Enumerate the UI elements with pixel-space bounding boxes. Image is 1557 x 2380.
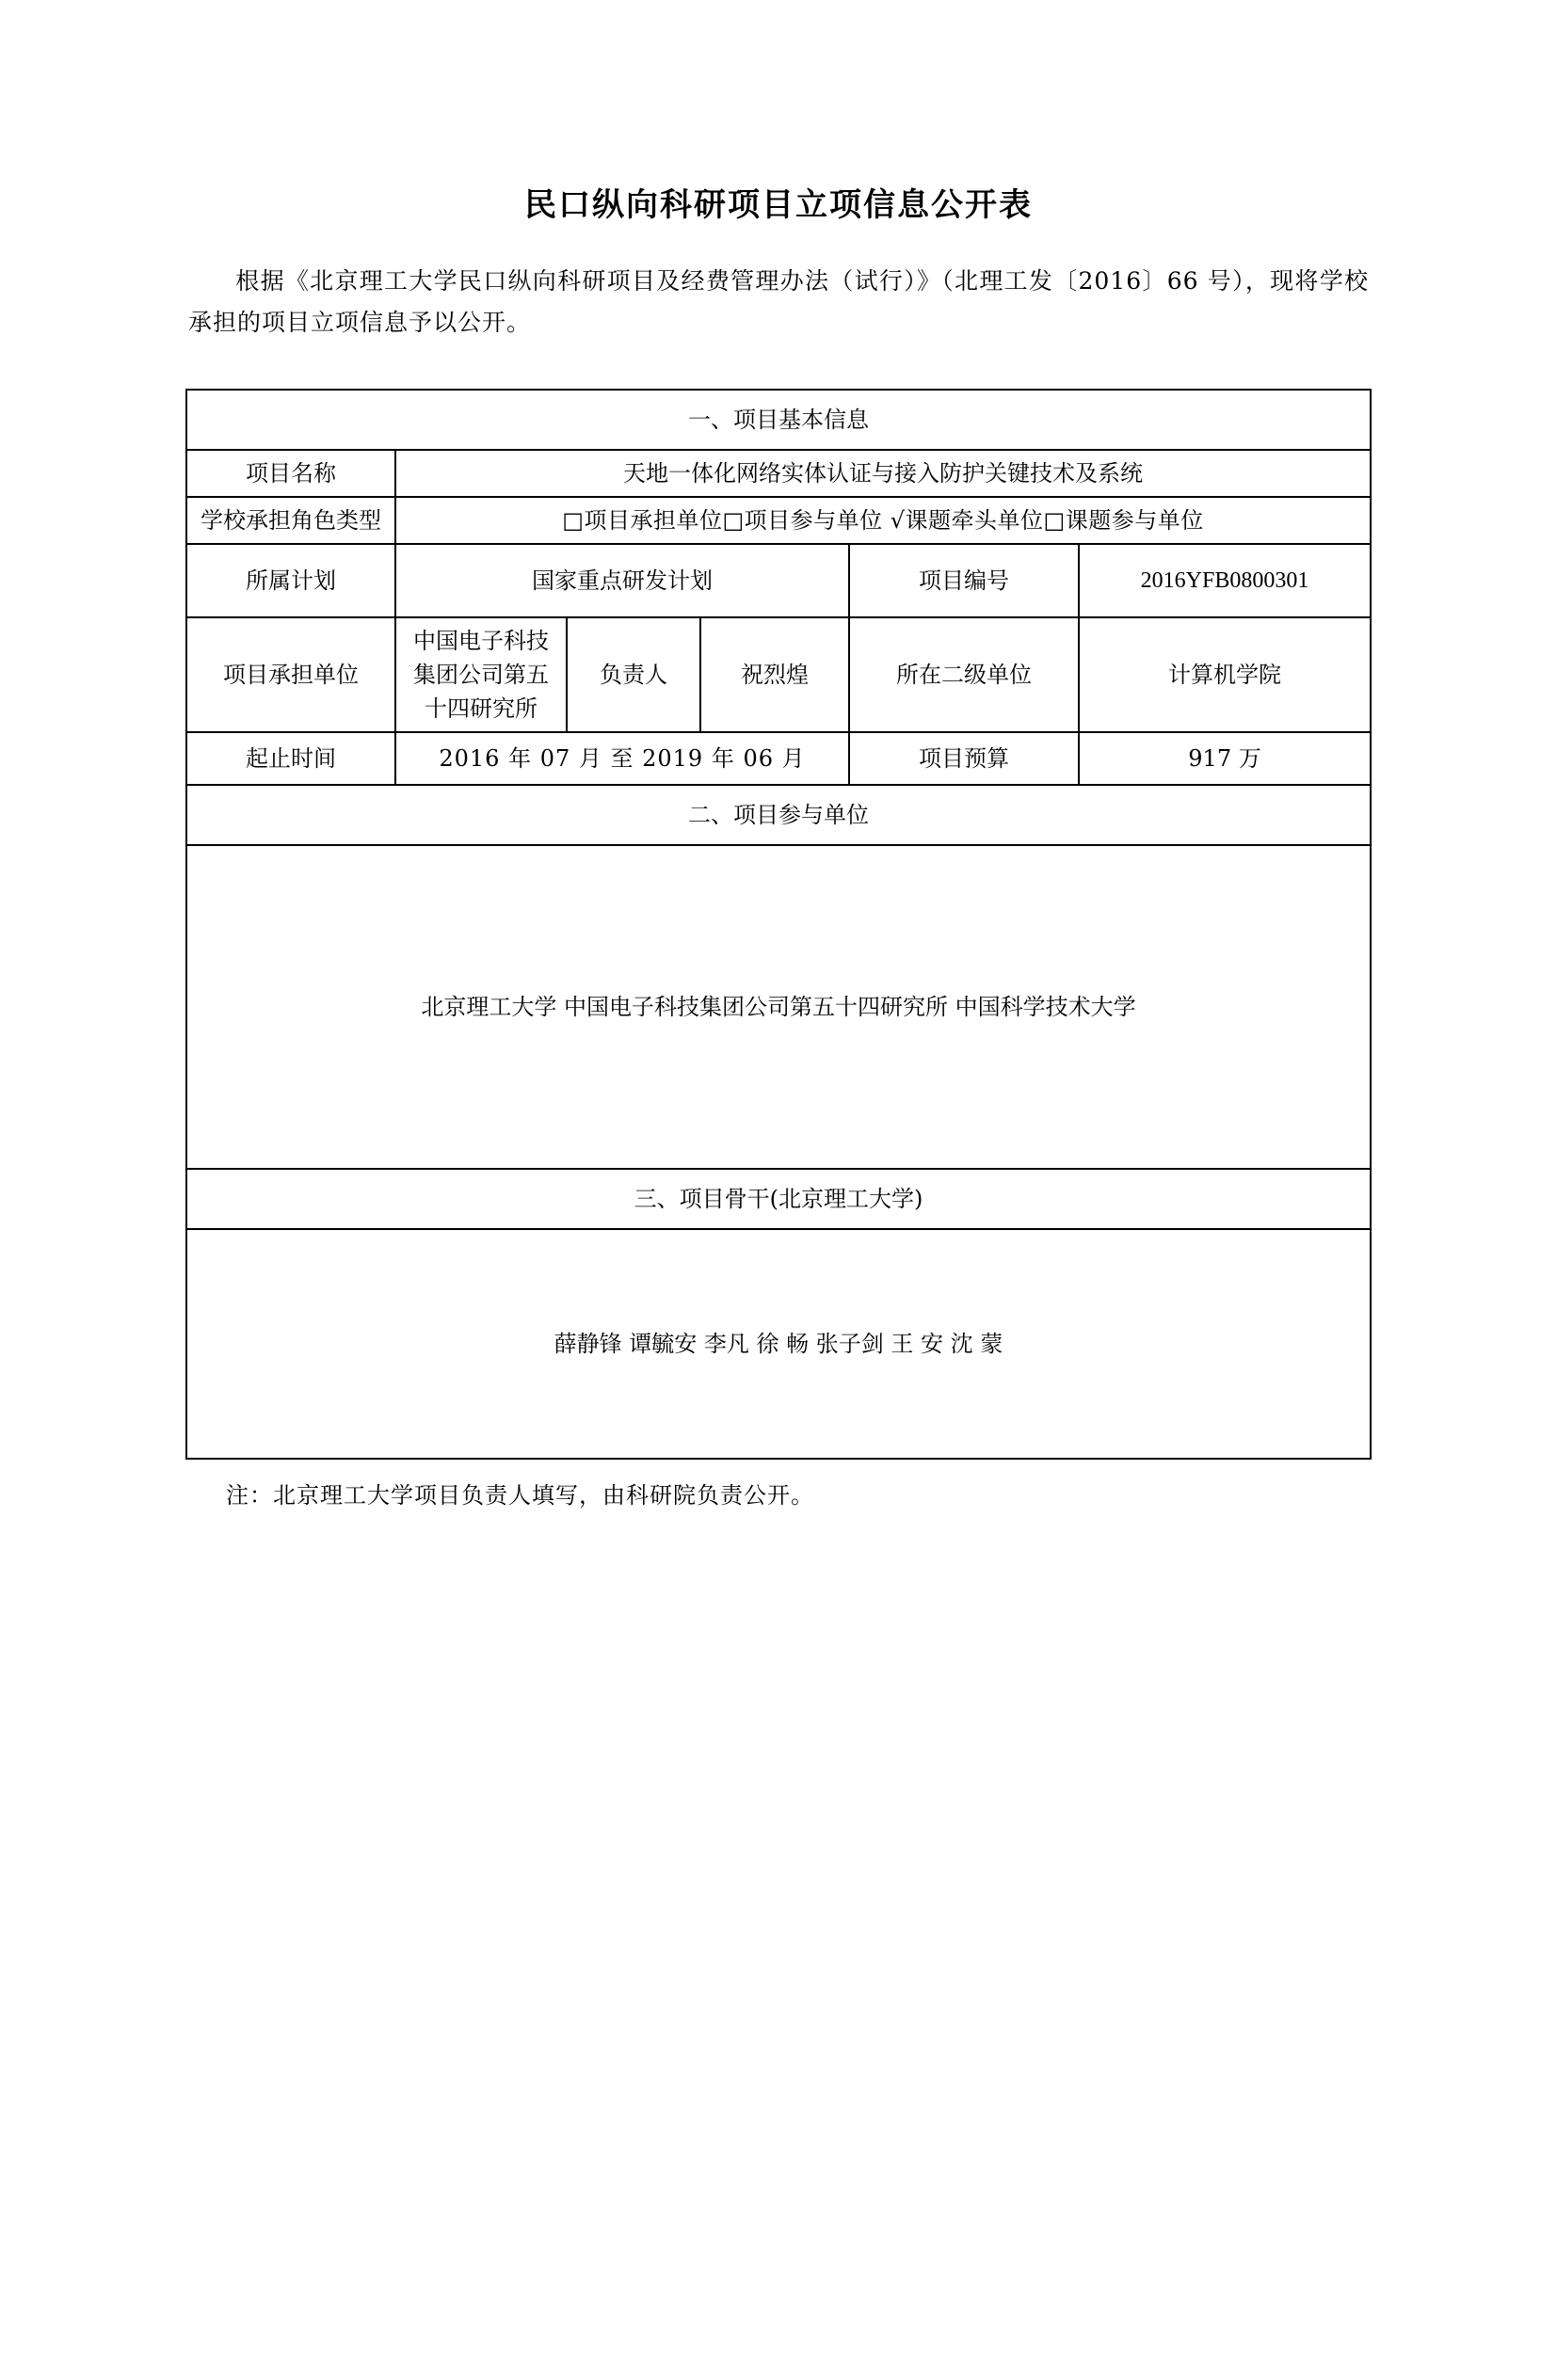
page-title: 民口纵向科研项目立项信息公开表: [524, 186, 1033, 224]
section-heading-basic-info: 一、项目基本信息: [186, 390, 1371, 450]
value-backbone-members: 薛静锋 谭毓安 李凡 徐 畅 张子剑 王 安 沈 蒙: [186, 1229, 1371, 1459]
table-row: [186, 544, 1371, 617]
section-heading-participants: 二、项目参与单位: [186, 785, 1371, 845]
value-school-role-type: □项目承担单位□项目参与单位 √课题牵头单位□课题参与单位: [395, 497, 1371, 544]
value-duration: 2016 年 07 月 至 2019 年 06 月: [395, 732, 849, 785]
label-duration: 起止时间: [186, 732, 395, 785]
label-project-name: 项目名称: [186, 450, 395, 497]
intro-text: 根据《北京理工大学民口纵向科研项目及经费管理办法（试行）》（北理工发〔2016〕66 号），现将学校承担的项目立项信息予以公开。: [188, 267, 1369, 336]
table-row: [186, 1169, 1371, 1229]
project-info-table: [185, 389, 1372, 1460]
value-project-code: 2016YFB0800301: [1079, 544, 1371, 617]
label-secondary-unit: 所在二级单位: [849, 617, 1079, 732]
intro-paragraph: [188, 261, 1369, 343]
value-leader: 祝烈煌: [700, 617, 849, 732]
label-leader: 负责人: [567, 617, 700, 732]
table-row: [186, 845, 1371, 1169]
table-row: [186, 732, 1371, 785]
value-participant-units: 北京理工大学 中国电子科技集团公司第五十四研究所 中国科学技术大学: [186, 845, 1371, 1169]
value-budget: 917 万: [1079, 732, 1371, 785]
value-project-name: 天地一体化网络实体认证与接入防护关键技术及系统: [395, 450, 1371, 497]
footer-note: 注：北京理工大学项目负责人填写，由科研院负责公开。: [226, 1481, 814, 1509]
value-plan: 国家重点研发计划: [395, 544, 849, 617]
label-undertaking-unit: 项目承担单位: [186, 617, 395, 732]
label-plan: 所属计划: [186, 544, 395, 617]
label-project-code: 项目编号: [849, 544, 1079, 617]
table-row: [186, 785, 1371, 845]
section-heading-backbone: 三、项目骨干(北京理工大学): [186, 1169, 1371, 1229]
document-page: [0, 179, 1557, 2380]
table-row: [186, 617, 1371, 732]
table-row: [186, 450, 1371, 497]
table-row: [186, 1229, 1371, 1459]
table-row: [186, 390, 1371, 450]
table-row: [186, 497, 1371, 544]
label-budget: 项目预算: [849, 732, 1079, 785]
label-school-role-type: 学校承担角色类型: [186, 497, 395, 544]
value-secondary-unit: 计算机学院: [1079, 617, 1371, 732]
value-undertaking-unit: 中国电子科技集团公司第五十四研究所: [395, 617, 567, 732]
